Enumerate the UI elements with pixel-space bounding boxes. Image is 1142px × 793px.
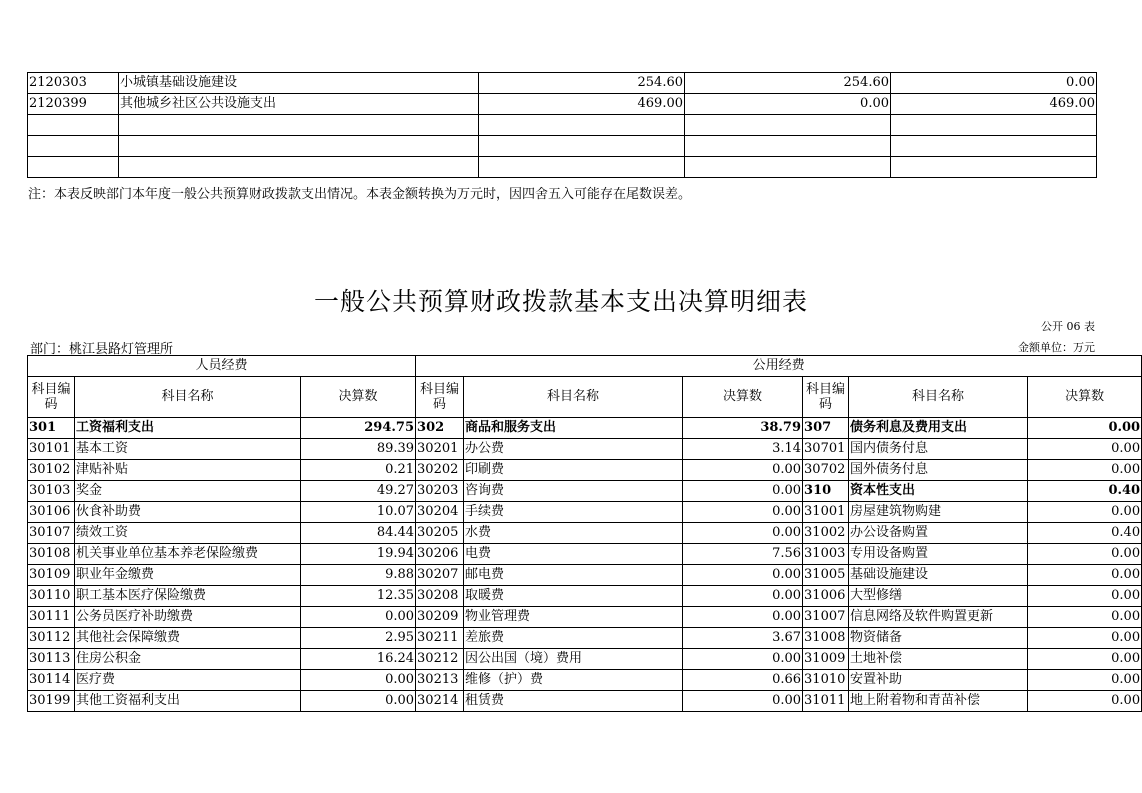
subject-name-cell: 大型修缮 — [849, 586, 1028, 607]
amount-cell: 0.40 — [1028, 523, 1142, 544]
subject-code-cell: 30106 — [28, 502, 75, 523]
basic-expenditure-detail-table — [27, 355, 1142, 712]
subject-name-cell — [119, 157, 479, 178]
subject-code-cell: 302 — [416, 418, 464, 439]
table-row — [28, 628, 1142, 649]
basic-amount-cell — [685, 136, 891, 157]
amount-cell: 0.00 — [1028, 565, 1142, 586]
amount-cell: 16.24 — [301, 649, 416, 670]
amount-cell: 0.21 — [301, 460, 416, 481]
subject-name-cell: 国外债务付息 — [849, 460, 1028, 481]
subject-name-cell: 小城镇基础设施建设 — [119, 73, 479, 94]
table-row — [28, 115, 1097, 136]
subject-code-cell: 307 — [803, 418, 849, 439]
amount-cell: 9.88 — [301, 565, 416, 586]
amount-cell: 49.27 — [301, 481, 416, 502]
column-header-row — [28, 377, 1142, 418]
name-header: 科目名称 — [849, 377, 1028, 418]
subject-code-cell: 30109 — [28, 565, 75, 586]
subject-code-cell: 2120399 — [28, 94, 119, 115]
department-label: 部门：桃江县路灯管理所 — [30, 342, 174, 357]
project-amount-cell: 469.00 — [891, 94, 1097, 115]
subject-name-cell: 工资福利支出 — [75, 418, 301, 439]
subject-code-cell: 30209 — [416, 607, 464, 628]
continued-expenditure-table — [27, 72, 1097, 178]
table-row — [28, 586, 1142, 607]
subject-code-cell: 31003 — [803, 544, 849, 565]
table-row — [28, 418, 1142, 439]
subject-code-cell: 31002 — [803, 523, 849, 544]
subject-name-cell: 基础设施建设 — [849, 565, 1028, 586]
subject-code-cell: 2120303 — [28, 73, 119, 94]
subject-code-cell: 30101 — [28, 439, 75, 460]
amount-cell: 294.75 — [301, 418, 416, 439]
amount-cell: 7.56 — [683, 544, 803, 565]
subject-code-cell: 30701 — [803, 439, 849, 460]
subject-code-cell: 30111 — [28, 607, 75, 628]
subject-name-cell: 咨询费 — [464, 481, 683, 502]
amount-cell: 0.00 — [683, 502, 803, 523]
subject-code-cell: 30113 — [28, 649, 75, 670]
subject-code-cell: 30211 — [416, 628, 464, 649]
subject-code-cell: 30201 — [416, 439, 464, 460]
subject-code-cell: 310 — [803, 481, 849, 502]
amount-cell: 0.00 — [683, 481, 803, 502]
total-amount-cell — [479, 157, 685, 178]
table-row — [28, 544, 1142, 565]
basic-amount-cell — [685, 157, 891, 178]
amount-cell: 3.14 — [683, 439, 803, 460]
subject-name-cell: 因公出国（境）费用 — [464, 649, 683, 670]
table-row — [28, 94, 1097, 115]
amount-header: 决算数 — [683, 377, 803, 418]
subject-name-cell: 房屋建筑物购建 — [849, 502, 1028, 523]
table-row — [28, 439, 1142, 460]
amount-cell: 0.40 — [1028, 481, 1142, 502]
subject-code-cell: 30205 — [416, 523, 464, 544]
subject-name-cell: 安置补助 — [849, 670, 1028, 691]
code-header: 科目编码 — [803, 377, 849, 418]
subject-code-cell: 30110 — [28, 586, 75, 607]
subject-code-cell: 30103 — [28, 481, 75, 502]
amount-cell: 0.00 — [683, 565, 803, 586]
subject-name-cell: 水费 — [464, 523, 683, 544]
code-header: 科目编码 — [28, 377, 75, 418]
subject-name-cell: 土地补偿 — [849, 649, 1028, 670]
amount-cell: 0.00 — [1028, 649, 1142, 670]
subject-code-cell: 31009 — [803, 649, 849, 670]
subject-name-cell: 职业年金缴费 — [75, 565, 301, 586]
subject-code-cell — [28, 115, 119, 136]
subject-name-cell: 其他城乡社区公共设施支出 — [119, 94, 479, 115]
table-row — [28, 136, 1097, 157]
amount-cell: 0.00 — [1028, 502, 1142, 523]
subject-code-cell: 30202 — [416, 460, 464, 481]
amount-cell: 0.00 — [683, 586, 803, 607]
amount-cell: 0.00 — [301, 691, 416, 712]
table-row — [28, 607, 1142, 628]
table-row — [28, 670, 1142, 691]
subject-name-cell: 地上附着物和青苗补偿 — [849, 691, 1028, 712]
amount-cell: 0.00 — [683, 649, 803, 670]
subject-name-cell: 住房公积金 — [75, 649, 301, 670]
subject-name-cell: 专用设备购置 — [849, 544, 1028, 565]
subject-code-cell: 30102 — [28, 460, 75, 481]
subject-name-cell: 资本性支出 — [849, 481, 1028, 502]
subject-name-cell: 伙食补助费 — [75, 502, 301, 523]
amount-cell: 0.66 — [683, 670, 803, 691]
subject-name-cell: 国内债务付息 — [849, 439, 1028, 460]
amount-cell: 0.00 — [683, 691, 803, 712]
total-amount-cell: 469.00 — [479, 94, 685, 115]
project-amount-cell — [891, 136, 1097, 157]
subject-code-cell: 30213 — [416, 670, 464, 691]
form-number: 公开 06 表 — [1041, 320, 1095, 333]
amount-cell: 0.00 — [1028, 586, 1142, 607]
subject-code-cell: 30107 — [28, 523, 75, 544]
table-row — [28, 460, 1142, 481]
subject-name-cell: 其他社会保障缴费 — [75, 628, 301, 649]
amount-cell: 0.00 — [1028, 670, 1142, 691]
amount-cell: 3.67 — [683, 628, 803, 649]
amount-cell: 0.00 — [1028, 607, 1142, 628]
basic-amount-cell: 254.60 — [685, 73, 891, 94]
subject-code-cell: 31010 — [803, 670, 849, 691]
subject-name-cell: 电费 — [464, 544, 683, 565]
amount-cell: 0.00 — [301, 670, 416, 691]
amount-cell: 89.39 — [301, 439, 416, 460]
subject-name-cell: 差旅费 — [464, 628, 683, 649]
amount-cell: 0.00 — [683, 607, 803, 628]
amount-header: 决算数 — [301, 377, 416, 418]
subject-code-cell: 30208 — [416, 586, 464, 607]
basic-amount-cell — [685, 115, 891, 136]
subject-code-cell: 30199 — [28, 691, 75, 712]
subject-name-cell — [119, 115, 479, 136]
total-amount-cell — [479, 136, 685, 157]
code-header: 科目编码 — [416, 377, 464, 418]
subject-name-cell: 商品和服务支出 — [464, 418, 683, 439]
amount-unit-label: 金额单位：万元 — [1018, 341, 1095, 354]
subject-name-cell: 手续费 — [464, 502, 683, 523]
subject-code-cell: 31011 — [803, 691, 849, 712]
subject-name-cell: 津贴补贴 — [75, 460, 301, 481]
subject-name-cell: 奖金 — [75, 481, 301, 502]
table-row — [28, 157, 1097, 178]
amount-cell: 0.00 — [1028, 418, 1142, 439]
name-header: 科目名称 — [75, 377, 301, 418]
table-row — [28, 565, 1142, 586]
project-amount-cell — [891, 157, 1097, 178]
total-amount-cell: 254.60 — [479, 73, 685, 94]
subject-name-cell: 印刷费 — [464, 460, 683, 481]
page-title: 一般公共预算财政拨款基本支出决算明细表 — [313, 287, 808, 316]
table-row — [28, 691, 1142, 712]
continued-table-body — [28, 73, 1097, 178]
subject-code-cell: 31008 — [803, 628, 849, 649]
subject-name-cell: 租赁费 — [464, 691, 683, 712]
subject-name-cell: 医疗费 — [75, 670, 301, 691]
amount-cell: 12.35 — [301, 586, 416, 607]
amount-cell: 0.00 — [301, 607, 416, 628]
total-amount-cell — [479, 115, 685, 136]
subject-code-cell — [28, 157, 119, 178]
subject-code-cell: 30206 — [416, 544, 464, 565]
detail-table-body — [28, 418, 1142, 712]
subject-name-cell: 基本工资 — [75, 439, 301, 460]
subject-name-cell: 取暖费 — [464, 586, 683, 607]
amount-cell: 38.79 — [683, 418, 803, 439]
subject-code-cell: 301 — [28, 418, 75, 439]
amount-cell: 84.44 — [301, 523, 416, 544]
subject-name-cell: 维修（护）费 — [464, 670, 683, 691]
amount-cell: 0.00 — [683, 523, 803, 544]
subject-code-cell: 31001 — [803, 502, 849, 523]
amount-header: 决算数 — [1028, 377, 1142, 418]
subject-name-cell: 公务员医疗补助缴费 — [75, 607, 301, 628]
project-amount-cell — [891, 115, 1097, 136]
subject-name-cell: 物资储备 — [849, 628, 1028, 649]
amount-cell: 2.95 — [301, 628, 416, 649]
subject-code-cell — [28, 136, 119, 157]
amount-cell: 19.94 — [301, 544, 416, 565]
amount-cell: 10.07 — [301, 502, 416, 523]
amount-cell: 0.00 — [1028, 628, 1142, 649]
subject-code-cell: 31006 — [803, 586, 849, 607]
personnel-expense-header: 人员经费 — [28, 356, 416, 377]
subject-name-cell: 物业管理费 — [464, 607, 683, 628]
table-row — [28, 73, 1097, 94]
subject-code-cell: 30203 — [416, 481, 464, 502]
name-header: 科目名称 — [464, 377, 683, 418]
basic-amount-cell: 0.00 — [685, 94, 891, 115]
subject-name-cell: 办公设备购置 — [849, 523, 1028, 544]
subject-code-cell: 30212 — [416, 649, 464, 670]
subject-code-cell: 30214 — [416, 691, 464, 712]
subject-name-cell: 其他工资福利支出 — [75, 691, 301, 712]
subject-name-cell: 绩效工资 — [75, 523, 301, 544]
subject-name-cell: 邮电费 — [464, 565, 683, 586]
subject-name-cell: 职工基本医疗保险缴费 — [75, 586, 301, 607]
subject-code-cell: 30114 — [28, 670, 75, 691]
subject-name-cell — [119, 136, 479, 157]
amount-cell: 0.00 — [1028, 439, 1142, 460]
table-row — [28, 481, 1142, 502]
table-row — [28, 502, 1142, 523]
subject-name-cell: 机关事业单位基本养老保险缴费 — [75, 544, 301, 565]
table-row — [28, 649, 1142, 670]
table-note: 注：本表反映部门本年度一般公共预算财政拨款支出情况。本表金额转换为万元时，因四舍五入可能存在尾数误差。 — [28, 187, 692, 202]
project-amount-cell: 0.00 — [891, 73, 1097, 94]
group-header-row — [28, 356, 1142, 377]
amount-cell: 0.00 — [683, 460, 803, 481]
subject-code-cell: 30112 — [28, 628, 75, 649]
amount-cell: 0.00 — [1028, 691, 1142, 712]
subject-name-cell: 办公费 — [464, 439, 683, 460]
amount-cell: 0.00 — [1028, 544, 1142, 565]
subject-code-cell: 30108 — [28, 544, 75, 565]
subject-name-cell: 信息网络及软件购置更新 — [849, 607, 1028, 628]
amount-cell: 0.00 — [1028, 460, 1142, 481]
subject-code-cell: 30702 — [803, 460, 849, 481]
subject-code-cell: 30207 — [416, 565, 464, 586]
subject-code-cell: 31005 — [803, 565, 849, 586]
table-row — [28, 523, 1142, 544]
subject-name-cell: 债务利息及费用支出 — [849, 418, 1028, 439]
subject-code-cell: 31007 — [803, 607, 849, 628]
public-expense-header: 公用经费 — [416, 356, 1142, 377]
subject-code-cell: 30204 — [416, 502, 464, 523]
